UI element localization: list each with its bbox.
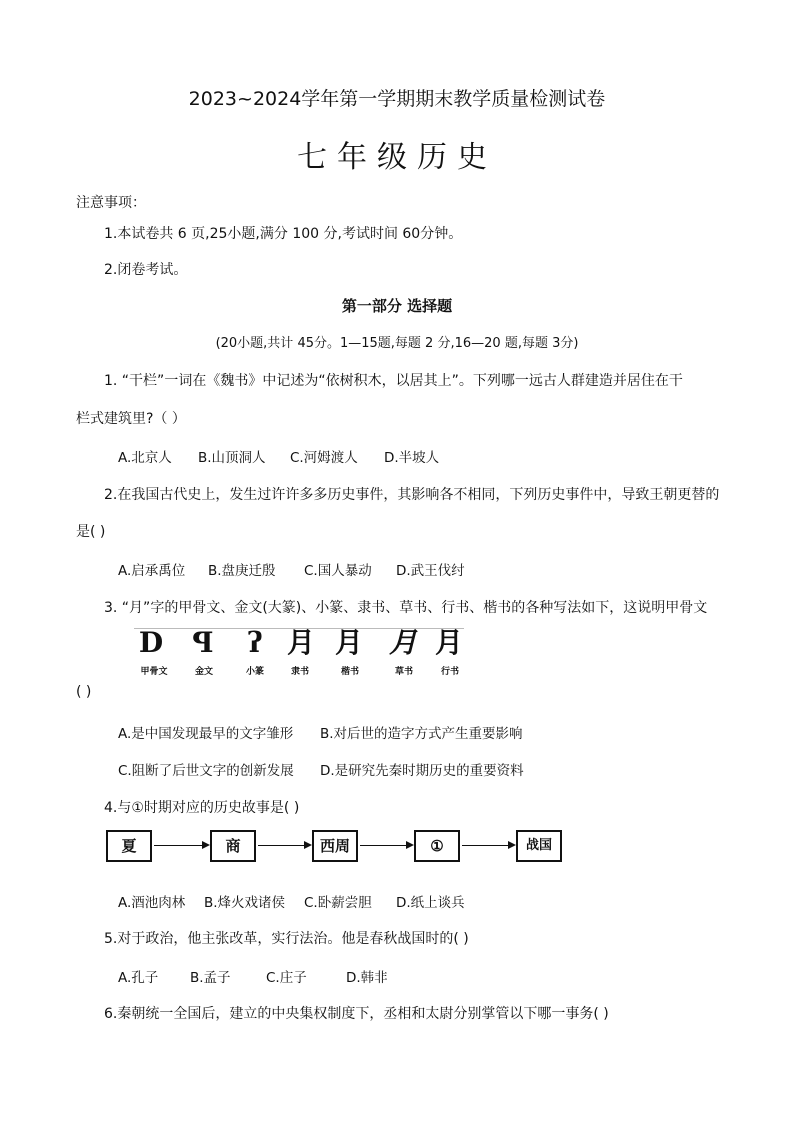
glyph-oracle-bone: D (138, 626, 164, 659)
glyph-running: 月 (434, 626, 463, 659)
moon-character-forms-figure (130, 620, 470, 680)
glyph-label: 行书 (440, 667, 459, 677)
option-c: C.卧薪尝胆 (304, 895, 372, 911)
option-c: C.阻断了后世文字的创新发展 (118, 763, 294, 779)
question-3-text-cont: ( ) (76, 684, 92, 700)
option-a: A.孔子 (118, 970, 159, 986)
timeline-box-shang: 商 (210, 830, 256, 862)
option-b: B.烽火戏诸侯 (204, 895, 286, 911)
arrow-right-icon (154, 845, 208, 846)
timeline-box-warring-states: 战国 (516, 830, 562, 862)
option-a: A.是中国发现最早的文字雏形 (118, 726, 294, 742)
question-3-options-row2 (118, 759, 524, 779)
question-1-text: 1. “干栏”一词在《魏书》中记述为“依树积木，以居其上”。下列哪一远古人群建造并居住在干 (104, 373, 683, 389)
section-note: (20小题,共计 45分。1—15题,每题 2 分,16—20 题,每题 3分) (215, 336, 579, 351)
option-c: C.国人暴动 (304, 563, 372, 579)
exam-subject: 七年级历史 (297, 140, 497, 175)
option-b: B.山顶洞人 (198, 450, 266, 466)
glyph-cursive: 月 (388, 626, 417, 659)
question-2-text-cont: 是( ) (76, 524, 106, 540)
glyph-label: 小篆 (245, 667, 264, 677)
option-d: D.武王伐纣 (396, 563, 465, 579)
glyph-small-seal: ʔ (247, 626, 263, 659)
arrow-right-icon (258, 845, 310, 846)
option-a: A.启承禹位 (118, 563, 186, 579)
question-1-options (118, 446, 439, 466)
option-d: D.半坡人 (384, 450, 440, 466)
timeline-box-blank: ① (414, 830, 460, 862)
notice-item: 2.闭卷考试。 (104, 262, 188, 278)
question-3-options (118, 722, 523, 742)
notice-item: 1.本试卷共 6 页,25小题,满分 100 分,考试时间 60分钟。 (104, 226, 463, 242)
section-title: 第一部分 选择题 (341, 297, 453, 315)
option-d: D.纸上谈兵 (396, 895, 465, 911)
glyph-bronze: ꟼ (192, 626, 214, 659)
glyph-label: 楷书 (340, 667, 359, 677)
timeline-box-western-zhou: 西周 (312, 830, 358, 862)
question-3-text: 3. “月”字的甲骨文、金文(大篆)、小篆、隶书、草书、行书、楷书的各种写法如下，这说明甲骨文 (104, 600, 708, 616)
dynasty-timeline (106, 830, 566, 870)
arrow-right-icon (462, 845, 514, 846)
glyph-label: 甲骨文 (140, 667, 168, 677)
question-5-text: 5.对于政治，他主张改革，实行法治。他是春秋战国时的( ) (104, 931, 469, 947)
question-4-options (118, 891, 465, 911)
timeline-box-xia: 夏 (106, 830, 152, 862)
option-a: A.酒池肉林 (118, 895, 186, 911)
question-4-text: 4.与①时期对应的历史故事是( ) (104, 800, 300, 816)
option-d: D.是研究先秦时期历史的重要资料 (320, 763, 524, 779)
notice-label: 注意事项： (76, 195, 146, 211)
option-a: A.北京人 (118, 450, 172, 466)
glyph-regular: 月 (334, 626, 363, 659)
option-c: C.庄子 (266, 970, 307, 986)
option-b: B.对后世的造字方式产生重要影响 (320, 726, 523, 742)
arrow-right-icon (360, 845, 412, 846)
option-b: B.孟子 (190, 970, 231, 986)
glyph-label: 金文 (194, 667, 213, 677)
option-b: B.盘庚迁殷 (208, 563, 276, 579)
glyph-label: 草书 (394, 667, 413, 677)
question-1-text-cont: 栏式建筑里?（ ） (76, 411, 186, 427)
option-c: C.河姆渡人 (290, 450, 358, 466)
question-2-text: 2.在我国古代史上，发生过许许多多历史事件，其影响各不相同，下列历史事件中，导致王朝更替的 (104, 487, 720, 503)
glyph-clerical: 月 (286, 626, 315, 659)
question-2-options (118, 559, 465, 579)
question-5-options (118, 966, 388, 986)
question-6-text: 6.秦朝统一全国后，建立的中央集权制度下，丞相和太尉分别掌管以下哪一事务( ) (104, 1006, 609, 1022)
glyph-label: 隶书 (290, 667, 309, 677)
exam-title: 2023~2024学年第一学期期末教学质量检测试卷 (188, 88, 606, 110)
option-d: D.韩非 (346, 970, 388, 986)
